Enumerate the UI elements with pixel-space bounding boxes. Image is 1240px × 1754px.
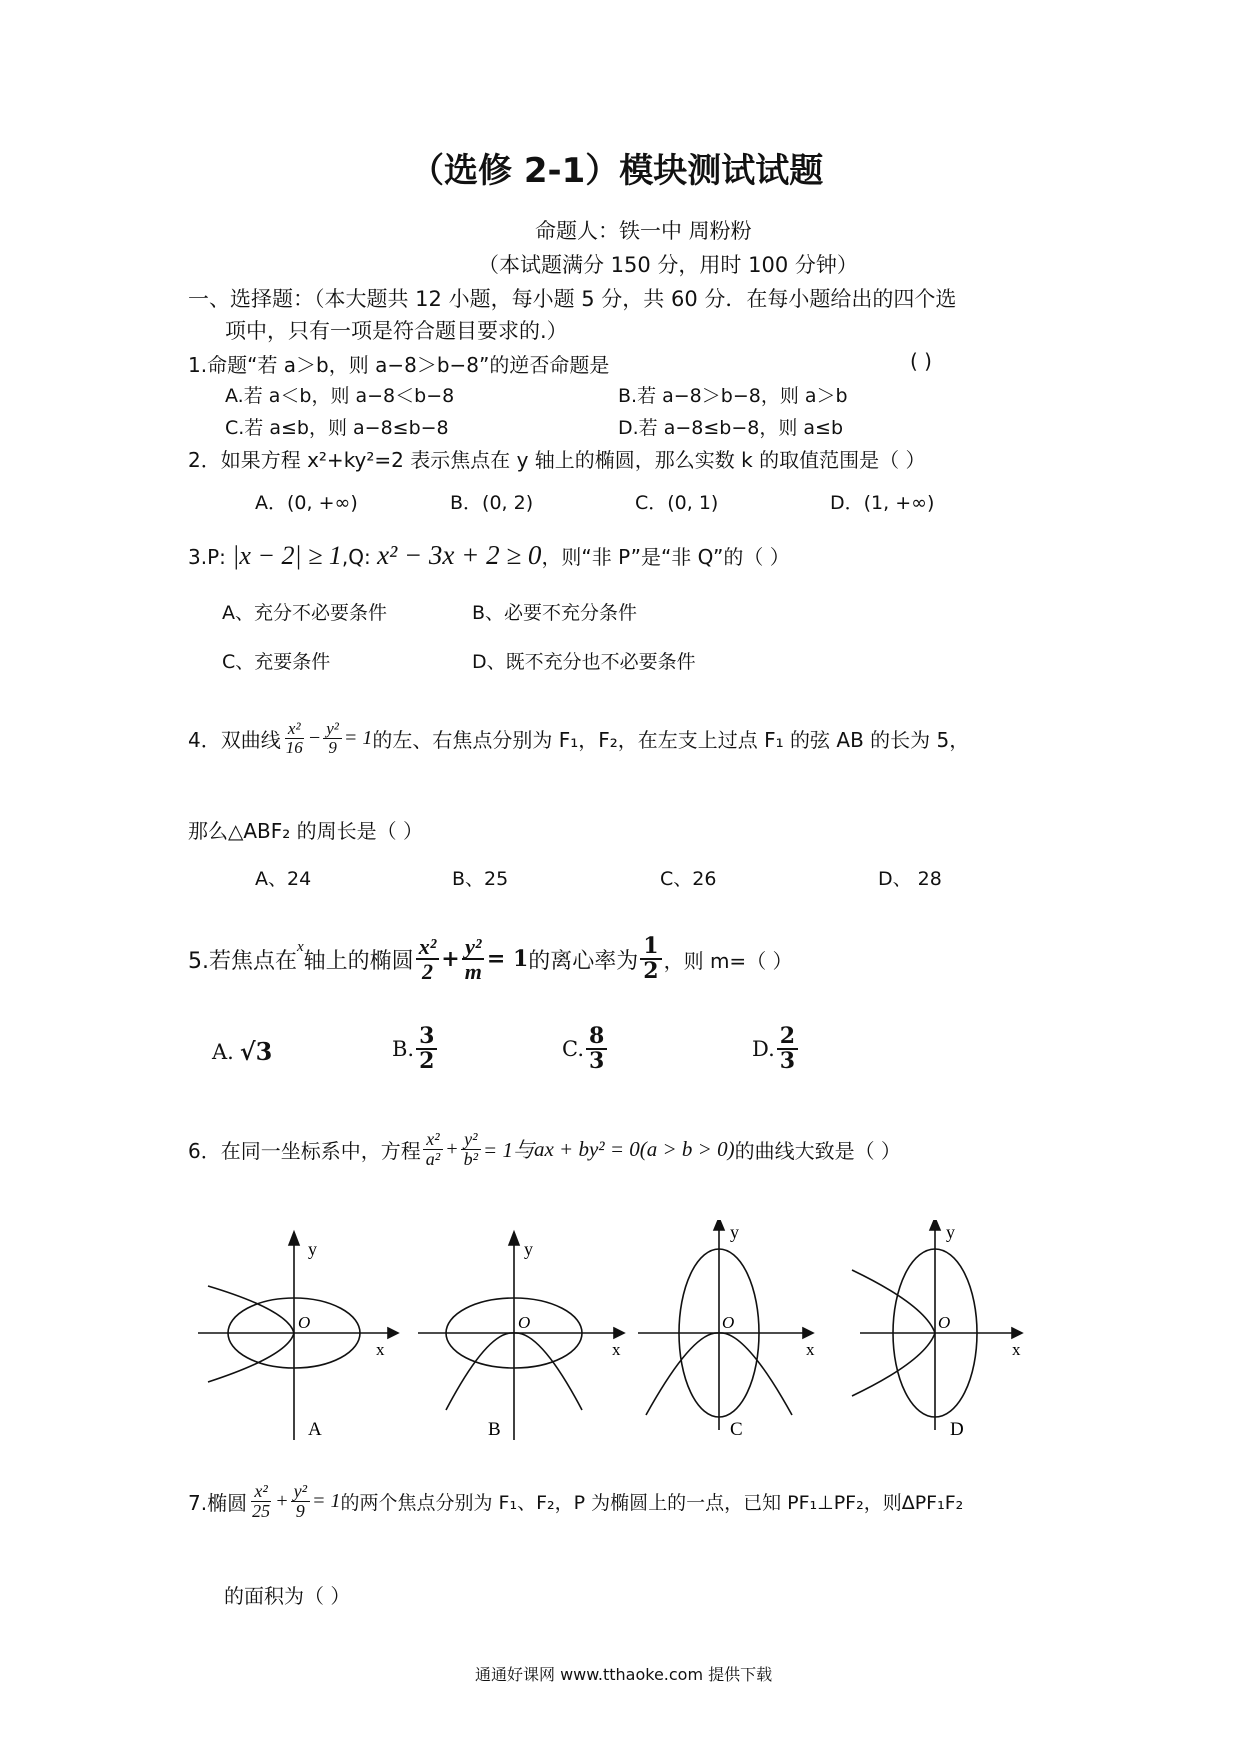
q5-x-var: x xyxy=(297,939,304,955)
q5-f2-den: m xyxy=(464,959,482,985)
x-label: x xyxy=(1012,1340,1021,1359)
y-axis-arrow xyxy=(714,1220,724,1230)
q5-stem xyxy=(188,935,793,983)
x-axis-arrow xyxy=(1012,1328,1022,1338)
q1-option-b: B.若 a−8＞b−8，则 a＞b xyxy=(618,385,848,407)
q5-opt-d-label: D. xyxy=(752,1037,775,1062)
q7-f1-num: x² xyxy=(251,1482,270,1502)
q4-option-a: A、24 xyxy=(255,868,312,890)
q6-prefix: 6．在同一坐标系中，方程 xyxy=(188,1138,421,1163)
q6-figure-c xyxy=(638,1220,858,1440)
q6-suffix: 的曲线大致是（ ） xyxy=(734,1138,901,1163)
origin-label: O xyxy=(722,1313,735,1332)
q2-option-d: D．(1, +∞) xyxy=(830,492,935,514)
x-axis-arrow xyxy=(803,1328,813,1338)
q3-option-c: C、充要条件 xyxy=(222,651,331,673)
q5-f1-den: 2 xyxy=(421,959,433,985)
exam-note: （本试题满分 150 分，用时 100 分钟） xyxy=(478,253,858,277)
figure-label: D xyxy=(950,1419,964,1440)
q6-mid: = 1与 xyxy=(483,1138,534,1163)
x-label: x xyxy=(612,1340,621,1359)
q3-suffix: ，则“非 P”是“非 Q”的（ ） xyxy=(541,545,790,569)
q3-p-expr: |x − 2| ≥ 1 xyxy=(232,541,342,570)
y-label: y xyxy=(524,1239,533,1259)
q7-suffix: 的两个焦点分别为 F₁、F₂，P 为椭圆上的一点，已知 PF₁⊥PF₂，则ΔPF₁F₂ xyxy=(340,1491,964,1514)
q5-option-b xyxy=(392,1025,439,1073)
q5-opt-a-label: A. xyxy=(212,1039,234,1064)
q5-opt-d-num: 2 xyxy=(777,1025,798,1050)
q5-option-d xyxy=(752,1025,800,1073)
q5-fraction-x xyxy=(416,935,440,983)
q7-f1-den: 25 xyxy=(252,1500,271,1521)
figure-label: C xyxy=(730,1419,743,1440)
y-label: y xyxy=(946,1222,955,1242)
x-axis-arrow xyxy=(614,1328,624,1338)
q5-option-a xyxy=(212,1037,272,1066)
q4-stem xyxy=(188,720,969,757)
q1-stem: 1.命题“若 a＞b，则 a−8＞b−8”的逆否命题是 xyxy=(188,353,610,377)
q4-eq: = 1 xyxy=(343,726,373,749)
x-axis-arrow xyxy=(388,1328,398,1338)
q3-option-b: B、必要不充分条件 xyxy=(472,602,638,624)
q6-plus: + xyxy=(445,1137,459,1160)
q7-stem xyxy=(188,1482,963,1521)
q2-option-b: B．(0, 2) xyxy=(450,492,534,514)
q2-option-a: A．(0, +∞) xyxy=(255,492,358,514)
y-axis-arrow xyxy=(509,1232,519,1245)
q5-opt-b-num: 3 xyxy=(416,1025,437,1050)
y-axis-arrow xyxy=(930,1220,940,1230)
page-footer: 通通好课网 www.tthaoke.com 提供下载 xyxy=(475,1665,773,1684)
q3-prefix: 3.P: xyxy=(188,545,226,569)
q5-opt-d-den: 3 xyxy=(779,1048,796,1075)
figure-label: A xyxy=(308,1419,322,1440)
q5-suffix: ，则 m=（ ） xyxy=(663,948,793,973)
q7-fraction-y xyxy=(291,1482,310,1521)
q5-mid2: 的离心率为 xyxy=(528,948,639,974)
q4-option-b: B、25 xyxy=(452,868,509,890)
q4-suffix: 的左、右焦点分别为 F₁，F₂，在左支上过点 F₁ 的弦 AB 的长为 5， xyxy=(372,727,970,752)
q7-eq: = 1 xyxy=(311,1489,341,1512)
q6-f1-den: a² xyxy=(425,1148,441,1169)
q5-eccentricity xyxy=(640,935,661,983)
q6-f2-num: y² xyxy=(461,1130,480,1150)
q1-option-a: A.若 a＜b，则 a−8＜b−8 xyxy=(225,385,455,407)
q5-opt-c-frac xyxy=(586,1025,607,1073)
y-axis-arrow xyxy=(289,1232,299,1245)
q3-stem xyxy=(188,540,790,571)
q6-f2-den: b² xyxy=(463,1148,479,1169)
q5-fraction-y xyxy=(462,935,485,983)
section-heading-cont: 项中，只有一项是符合题目要求的.） xyxy=(225,319,568,343)
q4-f2-den: 9 xyxy=(328,737,337,757)
q5-plus: + xyxy=(441,946,460,973)
q6-figure-b xyxy=(418,1220,638,1440)
q4-fraction-y xyxy=(323,720,342,757)
q6-fraction-x xyxy=(423,1130,443,1169)
q5-opt-b-label: B. xyxy=(392,1037,415,1062)
q6-figure-d xyxy=(840,1220,1040,1440)
figure-label: B xyxy=(488,1419,501,1440)
author-line: 命题人：铁一中 周粉粉 xyxy=(535,219,752,243)
q4-f1-num: x² xyxy=(285,720,304,739)
q7-fraction-x xyxy=(249,1482,273,1521)
q5-opt-c-den: 3 xyxy=(589,1048,605,1075)
q5-opt-b-frac xyxy=(416,1025,437,1073)
q6-stem xyxy=(188,1130,901,1169)
q4-f1-den: 16 xyxy=(285,737,303,757)
q4-minus: − xyxy=(307,726,322,749)
q5-eq: = 1 xyxy=(486,946,529,973)
section-heading: 一、选择题：（本大题共 12 小题，每小题 5 分，共 60 分．在每小题给出的四个选 xyxy=(188,287,957,311)
q4-prefix: 4．双曲线 xyxy=(188,727,281,752)
q7-stem-cont: 的面积为（ ） xyxy=(224,1584,351,1608)
q2-option-c: C．(0, 1) xyxy=(635,492,719,514)
q5-option-c xyxy=(562,1025,609,1073)
q7-plus: + xyxy=(275,1489,289,1512)
q4-f2-num: y² xyxy=(323,720,342,739)
q4-option-d: D、 28 xyxy=(878,868,942,890)
q2-stem: 2．如果方程 x²+ky²=2 表示焦点在 y 轴上的椭圆，那么实数 k 的取值范围是（ ） xyxy=(188,448,926,472)
q1-option-d: D.若 a−8≤b−8，则 a≤b xyxy=(618,417,844,439)
q4-fraction-x xyxy=(283,720,306,757)
q4-option-c: C、26 xyxy=(660,868,717,890)
q5-e-num: 1 xyxy=(640,935,661,960)
q5-prefix: 5.若焦点在 xyxy=(188,948,297,974)
y-label: y xyxy=(730,1222,739,1242)
q7-f2-num: y² xyxy=(291,1482,310,1502)
q6-figure-a xyxy=(198,1220,418,1440)
q3-option-d: D、既不充分也不必要条件 xyxy=(472,651,696,673)
q5-mid: 轴上的椭圆 xyxy=(303,948,414,974)
q3-q-expr: x² − 3x + 2 ≥ 0 xyxy=(377,540,542,570)
q6-fraction-y xyxy=(461,1130,481,1169)
q5-e-den: 2 xyxy=(643,958,659,985)
q4-stem-cont: 那么△ABF₂ 的周长是（ ） xyxy=(188,819,424,843)
q6-eq2: ax + by² = 0(a > b > 0) xyxy=(533,1136,735,1161)
q5-opt-a-val: √3 xyxy=(239,1037,273,1066)
q5-opt-c-label: C. xyxy=(562,1037,584,1062)
q1-option-c: C.若 a≤b，则 a−8≤b−8 xyxy=(225,417,449,439)
x-label: x xyxy=(806,1340,815,1359)
q3-option-a: A、充分不必要条件 xyxy=(222,602,387,624)
q7-f2-den: 9 xyxy=(295,1500,305,1521)
q5-opt-c-num: 8 xyxy=(586,1025,607,1050)
origin-label: O xyxy=(518,1313,531,1332)
q5-f1-num: x² xyxy=(416,935,440,960)
origin-label: O xyxy=(298,1313,311,1332)
q5-opt-b-den: 2 xyxy=(419,1048,435,1075)
q1-answer-paren: ( ) xyxy=(910,349,932,373)
q7-prefix: 7.椭圆 xyxy=(188,1490,248,1515)
q3-q-label: ,Q: xyxy=(341,545,371,569)
q6-f1-num: x² xyxy=(423,1130,442,1150)
y-label: y xyxy=(308,1239,317,1259)
q5-f2-num: y² xyxy=(462,935,484,960)
x-label: x xyxy=(376,1340,385,1359)
origin-label: O xyxy=(938,1313,951,1332)
q5-opt-d-frac xyxy=(777,1025,798,1073)
page-title: （选修 2-1）模块测试试题 xyxy=(410,151,824,191)
